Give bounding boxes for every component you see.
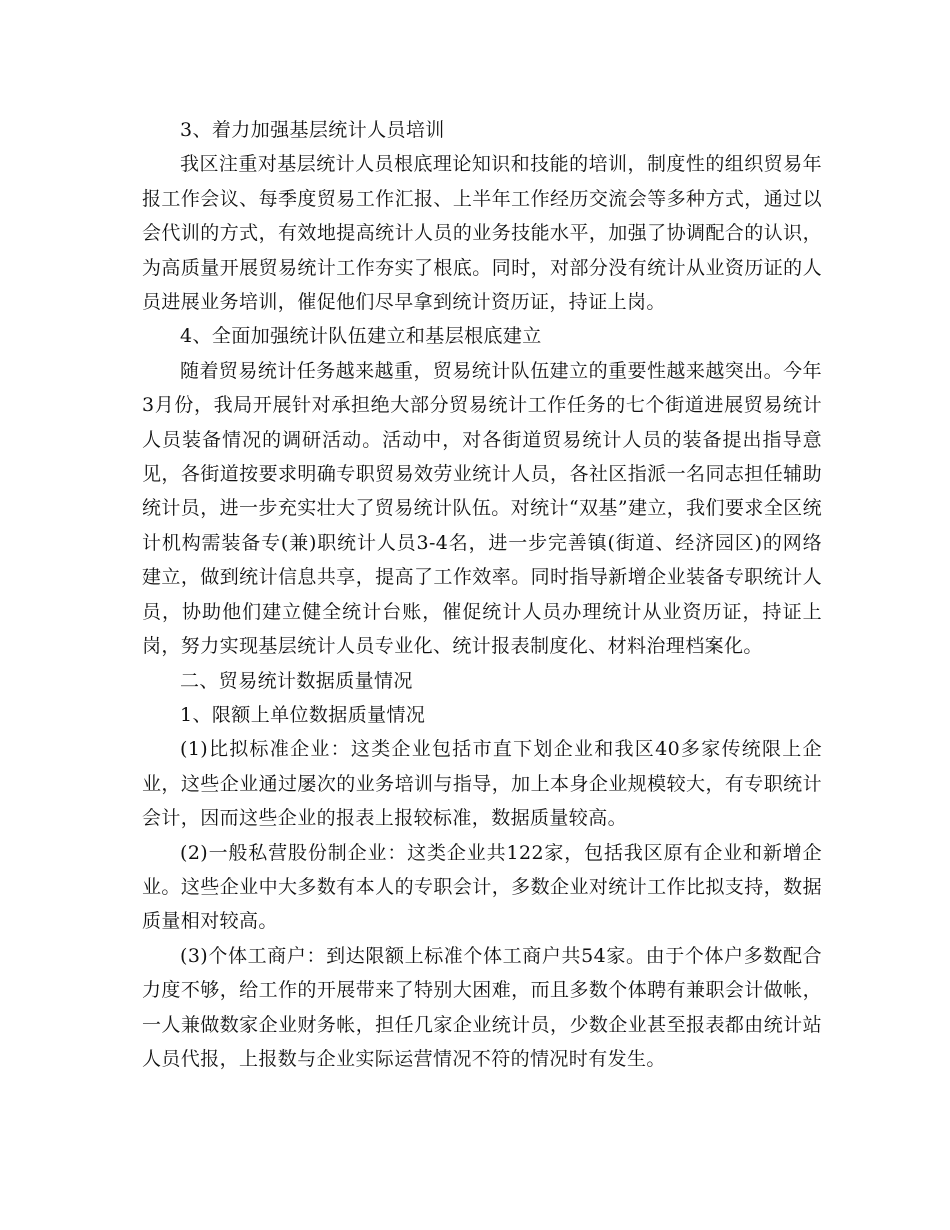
section-heading: 3、着力加强基层统计人员培训 [180, 119, 445, 141]
body-paragraph: 随着贸易统计任务越来越重，贸易统计队伍建立的重要性越来越突出。今年3月份，我局开展针对承担绝大部分贸易统计工作任务的七个街道进展贸易统计人员装备情况的调研活动。活动中，对各街道贸易统计人员的装备提出指导意见，各街道按要求明确专职贸易效劳业统计人员，各社区指派一名同志担任辅助统计员，进一步充实壮大了贸易统计队伍。对统计“双基”建立，我们要求全区统计机构需装备专(兼)职统计人员3-4名，进一步完善镇(街道、经济园区)的网络建立，做到统计信息共享，提高了工作效率。同时指导新增企业装备专职统计人员，协助他们建立健全统计台账，催促统计人员办理统计从业资历证，持证上岗，努力实现基层统计人员专业化、统计报表制度化、材料治理档案化。 [142, 359, 822, 658]
document-body [142, 113, 822, 1076]
body-paragraph: 我区注重对基层统计人员根底理论知识和技能的培训，制度性的组织贸易年报工作会议、每季度贸易工作汇报、上半年工作经历交流会等多种方式，通过以会代训的方式，有效地提高统计人员的业务技能水平，加强了协调配合的认识，为高质量开展贸易统计工作夯实了根底。同时，对部分没有统计从业资历证的人员进展业务培训，催促他们尽早拿到统计资历证，持证上岗。 [142, 153, 822, 314]
section-heading: 4、全面加强统计队伍建立和基层根底建立 [180, 325, 542, 348]
body-paragraph: (1)比拟标准企业：这类企业包括市直下划企业和我区40多家传统限上企业，这些企业通过屡次的业务培训与指导，加上本身企业规模较大，有专职统计会计，因而这些企业的报表上报较标准，数据质量较高。 [142, 738, 822, 830]
subsection-heading: 1、限额上单位数据质量情况 [180, 703, 426, 726]
section-heading: 二、贸易统计数据质量情况 [180, 669, 413, 692]
body-paragraph: (3)个体工商户：到达限额上标准个体工商户共54家。由于个体户多数配合力度不够，给工作的开展带来了特别大困难，而且多数个体聘有兼职会计做帐，一人兼做数家企业财务帐，担任几家企业统计员，少数企业甚至报表都由统计站人员代报，上报数与企业实际运营情况不符的情况时有发生。 [142, 944, 822, 1070]
body-paragraph: (2)一般私营股份制企业：这类企业共122家，包括我区原有企业和新增企业。这些企业中大多数有本人的专职会计，多数企业对统计工作比拟支持，数据质量相对较高。 [142, 841, 822, 933]
